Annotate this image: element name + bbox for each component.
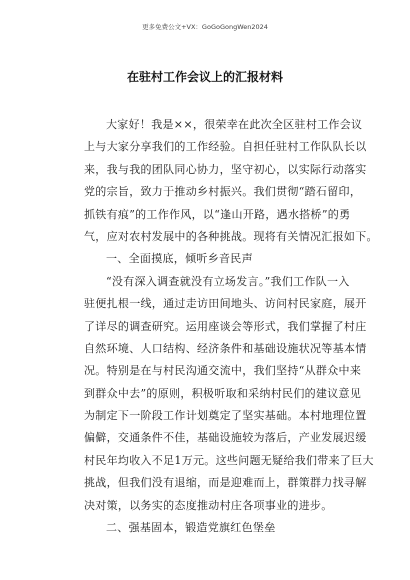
body-line: 气，应对农村发展中的各种挑战。现将有关情况汇报如下。 <box>84 229 378 243</box>
body-line: 况。特别是在与村民沟通交流中，我们坚持“从群众中来 <box>84 364 362 378</box>
body-line: 抓铁有痕”的工作作风，以“逢山开路，遇水搭桥”的勇 <box>84 207 351 221</box>
body-line: 一、全面摸底，倾听乡音民声 <box>106 252 253 266</box>
body-line: 偏僻，交通条件不佳，基础设施较为落后，产业发展迟缓 <box>84 431 367 445</box>
document-title: 在驻村工作会议上的汇报材料 <box>126 70 283 84</box>
body-line: 大家好！我是××，很荣幸在此次全区驻村工作会议 <box>106 118 363 131</box>
body-line: 了详尽的调查研究。运用座谈会等形式，我们掌握了村庄 <box>84 319 367 333</box>
body-line: 驻便扎根一线，通过走访田间地头、访问村民家庭，展开 <box>84 297 367 311</box>
body-line: 党的宗旨，致力于推动乡村振兴。我们贯彻“踏石留印， <box>84 185 362 199</box>
body-line: 上与大家分享我们的工作经验。自担任驻村工作队队长以 <box>84 140 367 154</box>
body-line: 到群众中去”的原则，积极听取和采纳村民们的建议意见 <box>84 386 362 400</box>
body-line: 二、强基固本，锻造党旗红色堡垒 <box>106 521 276 535</box>
body-line: 自然环境、人口结构、经济条件和基础设施状况等基本情 <box>84 341 367 355</box>
body-line: “没有深入调查就没有立场发言。”我们工作队一入 <box>106 274 350 288</box>
body-line: 挑战，但我们没有退缩，而是迎难而上，群策群力找寻解 <box>84 476 367 490</box>
page-header: 更多免费公文+VX：GoGoGongWen2024 <box>142 23 268 31</box>
body-line: 为制定下一阶段工作计划奠定了坚实基础。本村地理位置 <box>84 409 367 423</box>
body-line: 村民年均收入不足1万元。这些问题无疑给我们带来了巨大 <box>84 453 374 467</box>
body-line: 来，我与我的团队同心协力，坚守初心，以实际行动落实 <box>84 162 367 176</box>
document-body <box>84 114 378 539</box>
body-line: 决对策，以务实的态度推动村庄各项事业的进步。 <box>84 498 333 512</box>
